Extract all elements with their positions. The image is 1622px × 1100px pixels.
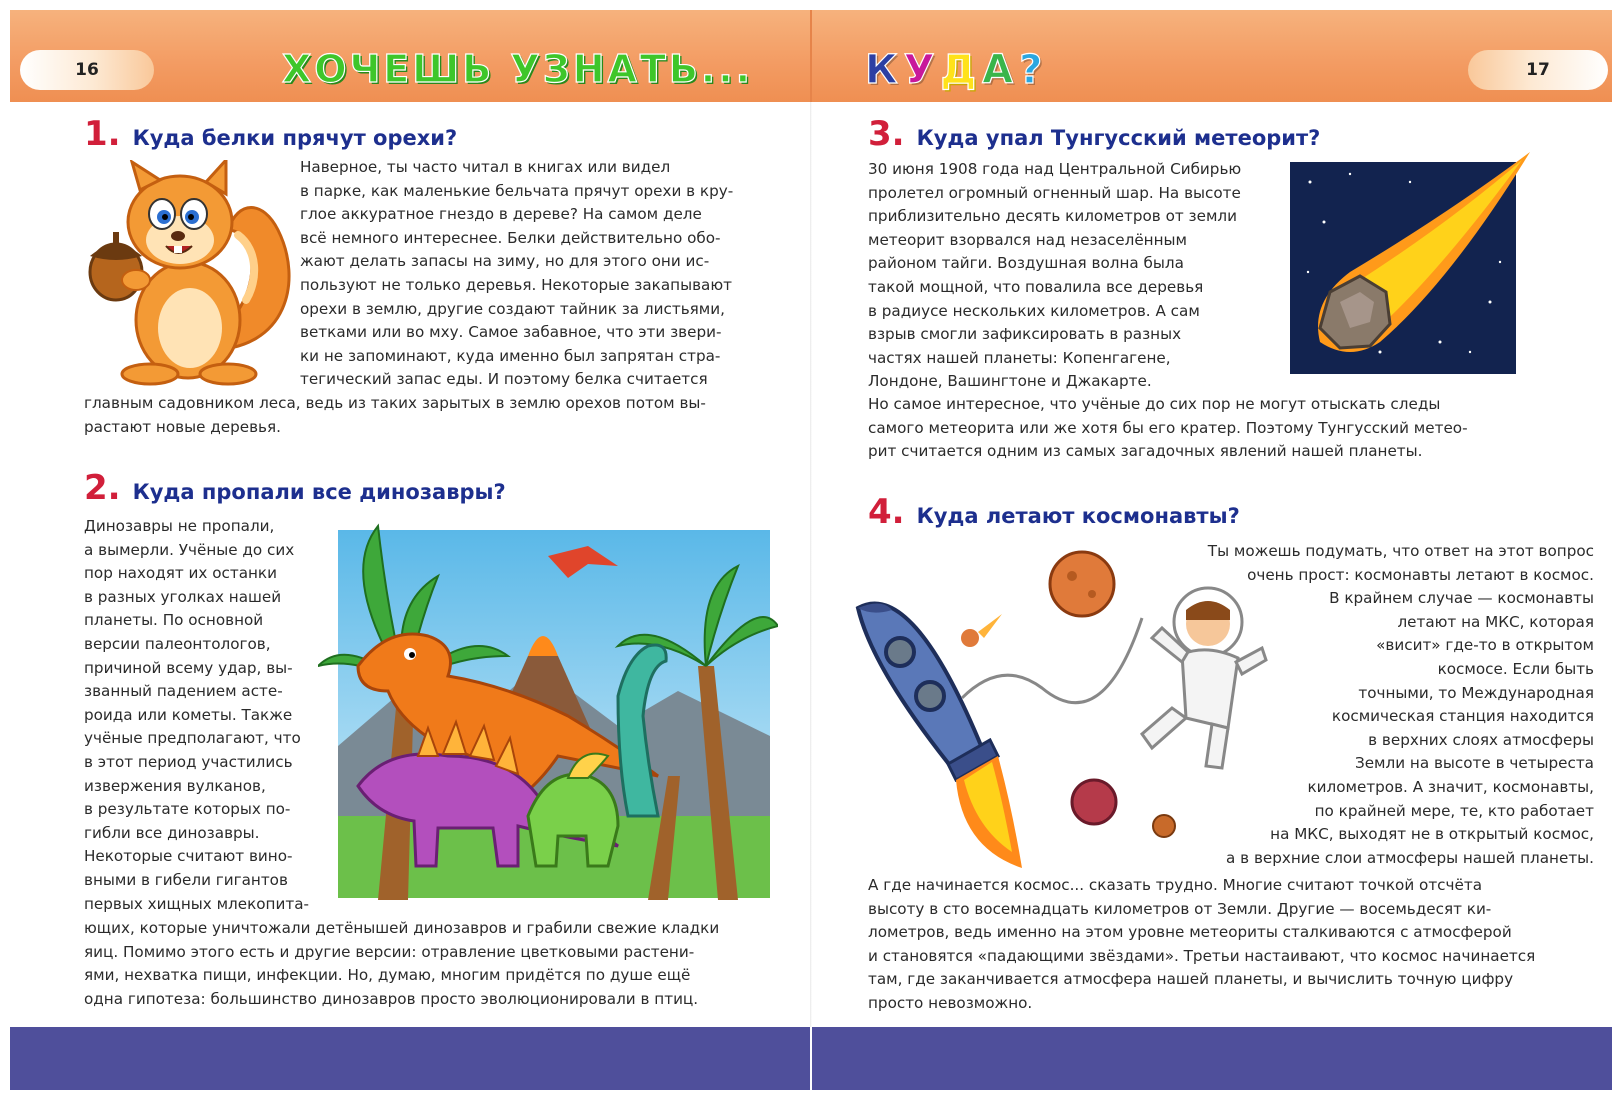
text-line: ями, нехватка пищи, инфекции. Но, думаю, многим придётся по душе ещё [84,966,691,985]
text-line: А где начинается космос... сказать трудно. Многие считают точкой отсчёта [868,876,1482,894]
section-4-wrapped-text [1150,540,1594,870]
section-3-heading [868,114,1320,154]
header-divider [810,10,812,102]
text-line: званный падением асте- [84,682,283,701]
text-line: частях нашей планеты: Копенгагене, [868,348,1171,367]
text-line: метеорит взорвался над незаселённым [868,230,1187,249]
text-line: в результате которых по- [84,800,291,819]
text-line: а вымерли. Учёные до сих [84,540,295,559]
page-number-right: 17 [1468,50,1608,90]
text-line: ющих, которые уничтожали детёнышей динозавров и грабили свежие кладки [84,919,720,937]
title-letter: К [865,47,898,93]
section-title: Куда упал Тунгусский метеорит? [916,126,1321,150]
section-title: Куда пропали все динозавры? [132,480,506,504]
section-3-full-text [868,393,1468,464]
text-line: рит считается одним из самых загадочных явлений нашей планеты. [868,442,1423,461]
title-letter: Д [940,47,977,93]
title-letter: У [903,47,935,93]
text-line: приблизительно десять километров от земли [868,207,1238,226]
text-line: очень прост: космонавты летают в космос. [1247,565,1594,584]
section-number: 3. [868,114,905,154]
text-line: Ты можешь подумать, что ответ на этот вопрос [1207,542,1594,560]
title-letter: ? [1019,47,1043,93]
text-line: по крайней мере, те, кто работает [1314,801,1594,820]
text-line: космосе. Если быть [1437,659,1594,678]
text-line: взрыв смогли зафиксировать в разных [868,325,1182,344]
text-line: версии палеонтологов, [84,634,271,653]
text-line: точными, то Международная [1358,683,1594,702]
text-line: планеты. По основной [84,611,264,630]
text-line: В крайнем случае — космонавты [1329,589,1594,608]
spread-title-right [865,44,1042,96]
text-line: вными в гибели гигантов [84,870,288,889]
text-line: пользуют не только деревья. Некоторые закапывают [300,275,732,294]
text-line: высоту в сто восемнадцать километров от Земли. Другие — восемьдесят ки- [868,899,1492,918]
section-title: Куда белки прячут орехи? [132,126,458,150]
text-line: причиной всему удар, вы- [84,658,293,677]
text-line: в этот период участились [84,752,293,771]
section-1-wrapped-text [300,156,733,392]
section-1-heading [84,114,457,154]
section-2-wrapped-text [84,515,309,916]
text-line: «висит» где-то в открытом [1376,636,1594,655]
text-line: летают на МКС, которая [1397,612,1594,631]
text-line: гибли все динозавры. [84,823,260,842]
text-line: Но самое интересное, что учёные до сих пор не могут отыскать следы [868,395,1441,413]
section-number: 4. [868,492,905,532]
text-line: ветками или во мху. Самое забавное, что эти звери- [300,323,722,342]
section-2-heading [84,468,506,508]
text-line: жают делать запасы на зиму, но для этого они ис- [300,252,710,271]
squirrel-illustration [88,160,300,388]
text-line: а в верхние слои атмосферы нашей планеты. [1226,848,1594,867]
text-line: тегический запас еды. И поэтому белка считается [300,370,708,389]
text-line: на МКС, выходят не в открытый космос, [1270,825,1594,844]
dinosaur-illustration [318,516,778,900]
page-gutter [810,102,812,1027]
text-line: в радиусе нескольких километров. А сам [868,301,1200,320]
text-line: орехи в землю, другие создают тайник за листьями, [300,299,725,318]
text-line: главным садовником леса, ведь из таких зарытых в землю орехов потом вы- [84,394,706,412]
text-line: космическая станция находится [1331,707,1594,726]
text-line: в верхних слоях атмосферы [1368,730,1594,749]
text-line: глое аккуратное гнездо в дереве? На самом деле [300,205,702,224]
text-line: растают новые деревья. [84,417,281,436]
text-line: 30 июня 1908 года над Центральной Сибирью [868,160,1242,178]
footer-band-right [812,1027,1612,1090]
spread-title-left: ХОЧЕШЬ УЗНАТЬ... [282,47,754,91]
text-line: пролетел огромный огненный шар. На высоте [868,183,1241,202]
text-line: самого метеорита или же хотя бы его кратер. Поэтому Тунгусский метео- [868,418,1468,437]
meteorite-illustration [1290,152,1530,377]
text-line: в парке, как маленькие бельчата прячут орехи в кру- [300,181,734,200]
text-line: Лондоне, Вашингтоне и Джакарте. [868,372,1152,391]
page-number-left: 16 [20,50,154,90]
text-line: километров. А значит, космонавты, [1307,777,1594,796]
section-4-full-text [868,874,1535,1016]
text-line: районом тайги. Воздушная волна была [868,254,1184,273]
section-2-full-text [84,917,719,1011]
text-line: и становятся «падающими звёздами». Третьи настаивают, что космос начинается [868,946,1536,965]
text-line: первых хищных млекопита- [84,894,309,913]
text-line: всё немного интереснее. Белки действительно обо- [300,228,721,247]
text-line: просто невозможно. [868,993,1033,1012]
text-line: Некоторые считают вино- [84,847,293,866]
text-line: учёные предполагают, что [84,729,301,748]
text-line: лометров, ведь именно на этом уровне метеориты сталкиваются с атмосферой [868,923,1512,942]
text-line: пор находят их останки [84,564,277,583]
section-3-wrapped-text [868,158,1241,394]
title-letter: А [982,47,1014,93]
text-line: такой мощной, что повалила все деревья [868,277,1204,296]
text-line: одна гипотеза: большинство динозавров просто эволюционировали в птиц. [84,989,699,1008]
section-number: 1. [84,114,121,154]
footer-band-left [10,1027,810,1090]
text-line: яиц. Помимо этого есть и другие версии: отравление цветковыми растени- [84,942,695,961]
section-title: Куда летают космонавты? [916,504,1240,528]
section-4-heading [868,492,1240,532]
text-line: в разных уголках нашей [84,587,282,606]
text-line: извержения вулканов, [84,776,266,795]
section-number: 2. [84,468,121,508]
text-line: Динозавры не пропали, [84,517,275,535]
text-line: Земли на высоте в четыреста [1354,754,1594,773]
text-line: там, где заканчивается атмосфера нашей планеты, и вычислить точную цифру [868,970,1514,989]
text-line: ки не запоминают, куда именно был запрятан стра- [300,346,721,365]
text-line: роида или кометы. Также [84,705,293,724]
section-1-full-text [84,392,706,439]
text-line: Наверное, ты часто читал в книгах или видел [300,158,671,176]
